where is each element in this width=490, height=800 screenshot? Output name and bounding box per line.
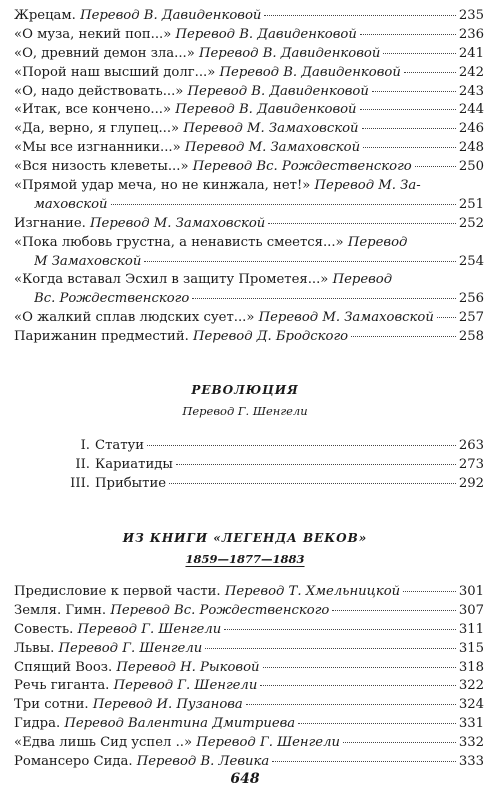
entry-title: «Едва лишь Сид успел ..»	[14, 735, 193, 751]
dot-leader	[268, 223, 456, 224]
entry-title: «О муза, некий поп...»	[14, 26, 172, 42]
dot-leader	[298, 723, 456, 724]
toc-entry	[14, 734, 484, 753]
dot-leader	[351, 336, 456, 337]
entry-title: «О, древний демон зла...»	[14, 45, 195, 61]
toc-entry	[14, 26, 484, 45]
entry-translator: Перевод Г. Шенгели	[113, 678, 258, 694]
page-ref: 236	[458, 26, 484, 42]
dot-leader	[111, 204, 456, 205]
toc-entry	[14, 7, 484, 26]
entry-translator: Перевод Вс. Рождественского	[192, 159, 412, 175]
entry-text	[14, 101, 357, 120]
toc-entry	[14, 196, 484, 215]
dot-leader	[343, 742, 456, 743]
entry-text	[14, 83, 369, 102]
entry-title: Речь гиганта.	[14, 678, 110, 694]
page-ref: 332	[458, 735, 484, 751]
dot-leader	[360, 34, 456, 35]
entry-translator: Перевод В. Давиденковой	[187, 83, 369, 99]
page-ref: 243	[458, 83, 484, 99]
section-subheading-revolution: Перевод Г. Шенгели	[182, 404, 308, 418]
entry-title: «О жалкий сплав людских сует...»	[14, 310, 255, 326]
page-ref: 331	[458, 716, 484, 732]
dot-leader	[147, 445, 456, 446]
entry-text	[14, 45, 380, 64]
entry-text	[14, 659, 260, 678]
toc-entry	[14, 253, 484, 272]
page-ref: 251	[458, 196, 484, 212]
entry-translator: Перевод В. Давиденковой	[80, 8, 262, 23]
page-ref: 263	[458, 438, 484, 453]
page-ref: 254	[458, 253, 484, 269]
dot-leader	[246, 704, 456, 705]
toc-entry	[14, 309, 484, 328]
entry-translator: Перевод Валентина Дмитриева	[64, 716, 296, 732]
entry-title: Гидра.	[14, 716, 61, 732]
dot-leader	[176, 464, 456, 465]
page-ref: 292	[458, 475, 484, 491]
entry-text	[14, 696, 243, 715]
page-ref: 250	[458, 159, 484, 175]
entry-translator: Перевод М. За-	[314, 178, 421, 194]
entry-translator: Перевод	[332, 272, 393, 288]
entry-title: «Да, верно, я глупец...»	[14, 121, 180, 137]
entry-translator: Вс. Рождественского	[34, 291, 190, 307]
page-ref: 246	[458, 121, 484, 137]
entry-text	[14, 621, 221, 640]
entry-title: «Вся низость клеветы...»	[14, 159, 189, 175]
entry-title: Спящий Вооз.	[14, 659, 113, 675]
entry-translator: Перевод М. Замаховской	[184, 140, 361, 156]
dot-leader	[362, 128, 456, 129]
toc-list-legend	[14, 583, 484, 772]
entry-title: «О, надо действовать...»	[14, 83, 184, 99]
toc-entry	[14, 328, 484, 347]
section-years-legend: 1859—1877—1883	[185, 552, 305, 566]
dot-leader	[437, 317, 456, 318]
entry-title: «Прямой удар меча, но не кинжала, нет!»	[14, 178, 311, 194]
entry-text	[14, 177, 421, 196]
toc-entry	[14, 83, 484, 102]
page-ref: 257	[458, 310, 484, 326]
toc-entry	[14, 290, 484, 309]
page-number: 648	[230, 771, 260, 787]
entry-text	[14, 26, 357, 45]
entry-translator: Перевод Н. Рыковой	[116, 659, 260, 675]
entry-text	[14, 64, 401, 83]
page-ref: 248	[458, 140, 484, 156]
toc-entry	[14, 101, 484, 120]
entry-text	[14, 734, 340, 753]
entry-text	[14, 328, 348, 347]
entry-text	[34, 253, 141, 272]
toc-entry	[14, 158, 484, 177]
entry-translator: Перевод В. Давиденковой	[175, 26, 357, 42]
dot-leader	[264, 15, 455, 16]
page-ref: 252	[458, 215, 484, 231]
entry-translator: Перевод И. Пузанова	[92, 697, 243, 713]
entry-title: «Когда вставал Эсхил в защиту Прометея...»	[14, 272, 329, 288]
dot-leader	[332, 610, 455, 611]
toc-list-part1	[14, 7, 484, 347]
page-ref: 307	[458, 602, 484, 618]
toc-entry	[14, 64, 484, 83]
entry-translator: Перевод Д. Бродского	[193, 329, 349, 345]
toc-entry	[14, 120, 484, 139]
toc-entry	[14, 271, 484, 290]
entry-translator: Перевод Т. Хмельницкой	[224, 584, 401, 599]
entry-translator: Перевод В. Давиденковой	[219, 64, 401, 80]
dot-leader	[192, 298, 456, 299]
entry-translator: Перевод М. Замаховской	[183, 121, 359, 137]
page-ref: 242	[458, 64, 484, 80]
entry-title: Статуи	[95, 438, 145, 453]
toc-entry	[14, 715, 484, 734]
dot-leader	[372, 91, 456, 92]
entry-number: III.	[70, 475, 90, 491]
entry-title: «Итак, все кончено...»	[14, 102, 172, 118]
entry-translator: Перевод	[347, 234, 408, 250]
entry-title: Прибытие	[95, 475, 167, 491]
page-ref: 258	[458, 329, 484, 345]
dot-leader	[404, 72, 456, 73]
entry-text	[14, 120, 359, 139]
page-ref: 311	[458, 621, 484, 637]
toc-entry	[14, 640, 484, 659]
dot-leader	[363, 147, 456, 148]
entry-text	[56, 475, 166, 494]
entry-translator: Перевод Г. Шенгели	[196, 735, 340, 751]
entry-text	[14, 234, 407, 253]
entry-text	[34, 290, 189, 309]
dot-leader	[205, 648, 456, 649]
entry-text	[56, 437, 144, 456]
entry-title: Совесть.	[14, 621, 74, 637]
toc-entry	[14, 234, 484, 253]
entry-title: «Мы все изгнанники...»	[14, 140, 181, 156]
toc-entry	[14, 583, 484, 602]
entry-title: Изгнание.	[14, 215, 86, 231]
entry-title: Жрецам.	[14, 8, 76, 23]
entry-title: Предисловие к первой части.	[14, 584, 221, 599]
entry-number: I.	[80, 438, 90, 453]
toc-entry	[14, 753, 484, 772]
page-ref: 241	[458, 45, 484, 61]
entry-translator: Перевод В. Давиденковой	[175, 102, 357, 118]
dot-leader	[263, 667, 456, 668]
entry-text	[14, 271, 392, 290]
entry-title: «Пока любовь грустна, а ненависть смеется...»	[14, 234, 344, 250]
dot-leader	[403, 591, 456, 592]
dot-leader	[272, 761, 456, 762]
entry-translator: Перевод В. Давиденковой	[199, 45, 381, 61]
entry-translator: Перевод М. Замаховской	[90, 215, 266, 231]
entry-text	[14, 753, 269, 772]
toc-list-revolution	[56, 437, 484, 494]
dot-leader	[383, 53, 456, 54]
entry-translator: М Замаховской	[34, 253, 142, 269]
entry-text	[34, 196, 108, 215]
toc-entry	[14, 177, 484, 196]
dot-leader	[360, 109, 456, 110]
entry-text	[14, 139, 360, 158]
entry-title: «Порой наш высший долг...»	[14, 64, 216, 80]
entry-text	[14, 602, 329, 621]
entry-title: Романсеро Сида.	[14, 754, 133, 770]
entry-text	[14, 677, 257, 696]
toc-entry	[14, 677, 484, 696]
entry-title: Три сотни.	[14, 697, 89, 713]
section-heading-revolution: РЕВОЛЮЦИЯ	[191, 383, 299, 397]
entry-text	[14, 7, 261, 26]
page-ref: 333	[458, 754, 484, 770]
entry-translator: Перевод Г. Шенгели	[77, 621, 222, 637]
dot-leader	[169, 483, 456, 484]
entry-translator: Перевод М. Замаховской	[258, 310, 434, 326]
toc-entry	[14, 45, 484, 64]
dot-leader	[144, 261, 456, 262]
page-ref: 324	[458, 697, 484, 713]
entry-translator: Перевод Г. Шенгели	[58, 640, 203, 656]
page-ref: 235	[458, 8, 484, 23]
entry-text	[14, 215, 265, 234]
entry-translator: Перевод Вс. Рождественского	[110, 602, 330, 618]
page-ref: 322	[458, 678, 484, 694]
page-ref: 244	[458, 102, 484, 118]
entry-text	[14, 640, 202, 659]
entry-title: Парижанин предместий.	[14, 329, 189, 345]
toc-entry	[56, 475, 484, 494]
entry-translator: маховской	[34, 196, 108, 212]
toc-entry	[56, 437, 484, 456]
toc-entry	[14, 139, 484, 158]
entry-text	[14, 715, 295, 734]
page-ref: 318	[458, 659, 484, 675]
entry-text	[14, 309, 434, 328]
page-ref: 273	[458, 456, 484, 472]
toc-entry	[56, 456, 484, 475]
entry-title: Земля. Гимн.	[14, 602, 107, 618]
page-ref: 256	[458, 291, 484, 307]
dot-leader	[415, 166, 456, 167]
entry-text	[56, 456, 173, 475]
toc-entry	[14, 696, 484, 715]
entry-title: Львы.	[14, 640, 55, 656]
entry-text	[14, 158, 412, 177]
toc-entry	[14, 621, 484, 640]
toc-entry	[14, 602, 484, 621]
entry-translator: Перевод В. Левика	[136, 754, 270, 770]
toc-entry	[14, 659, 484, 678]
dot-leader	[224, 629, 456, 630]
entry-title: Кариатиды	[95, 456, 173, 472]
entry-number: II.	[75, 456, 90, 472]
page-ref: 315	[458, 640, 484, 656]
entry-text	[14, 583, 400, 602]
toc-entry	[14, 215, 484, 234]
dot-leader	[260, 685, 456, 686]
page-ref: 301	[458, 584, 484, 599]
section-heading-legend: ИЗ КНИГИ «ЛЕГЕНДА ВЕКОВ»	[122, 531, 368, 545]
